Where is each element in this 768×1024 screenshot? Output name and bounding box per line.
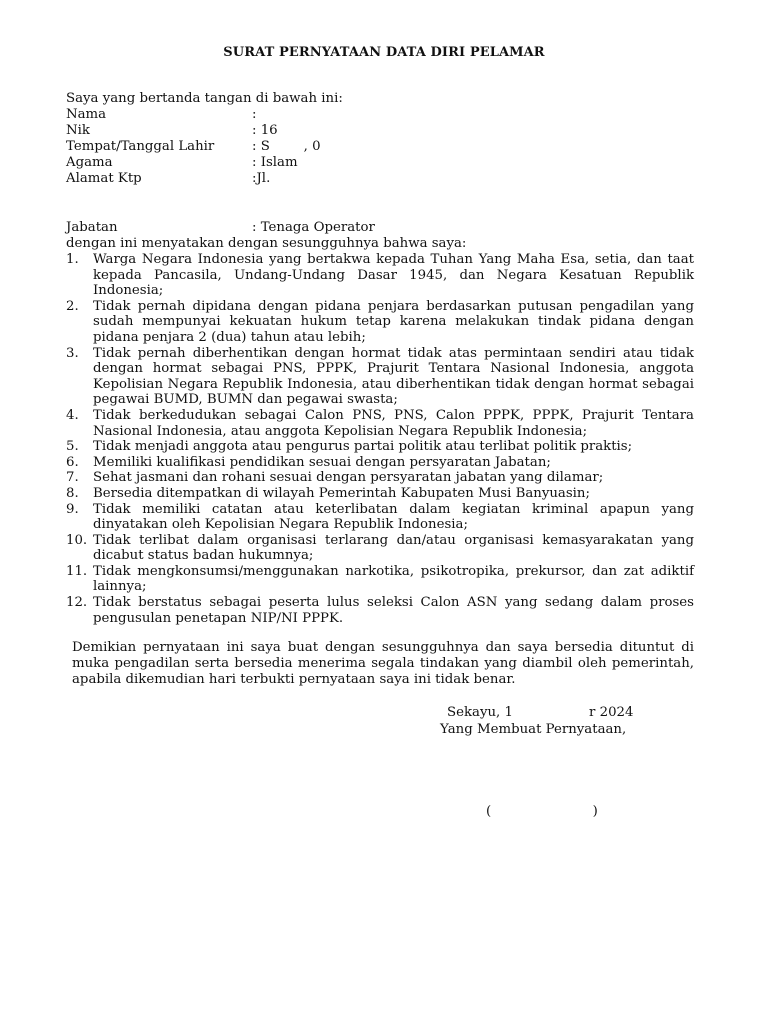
field-value: : — [252, 107, 257, 122]
list-item — [66, 252, 694, 299]
field-row-alamat — [66, 171, 321, 187]
field-value: : Islam — [252, 155, 298, 170]
item-number: 12. — [66, 595, 88, 611]
field-row-nik — [66, 123, 321, 139]
item-number: 4. — [66, 407, 79, 423]
item-text: Tidak berkedudukan sebagai Calon PNS, PNS, Calon PPPK, PPPK, Prajurit Tentara Nasional Indonesia, atau anggota Kepolisian Negara Republik Indonesia; — [93, 407, 694, 439]
list-item — [66, 470, 694, 486]
item-number: 5. — [66, 439, 79, 455]
item-text: Memiliki kualifikasi pendidikan sesuai dengan persyaratan Jabatan; — [93, 454, 551, 470]
field-value: : S , 0 — [252, 139, 321, 154]
list-item — [66, 595, 694, 626]
item-text: Bersedia ditempatkan di wilayah Pemerintah Kabupaten Musi Banyuasin; — [93, 485, 590, 501]
item-text: Tidak pernah dipidana dengan pidana penjara berdasarkan putusan pengadilan yang sudah mempunyai kekuatan hukum tetap karena melakukan tindak pidana dengan pidana penjara 2 (dua) tahun atau lebih; — [93, 298, 694, 345]
item-text: Tidak mengkonsumsi/menggunakan narkotika, psikotropika, prekursor, dan zat adiktif lainnya; — [93, 563, 694, 595]
intro-text: Saya yang bertanda tangan di bawah ini: — [66, 91, 343, 106]
list-item — [66, 346, 694, 408]
item-text: Tidak menjadi anggota atau pengurus partai politik atau terlibat politik praktis; — [93, 439, 633, 455]
list-item — [66, 439, 694, 455]
field-row-jabatan — [66, 220, 375, 236]
field-label: Alamat Ktp — [66, 171, 142, 186]
item-number: 11. — [66, 563, 88, 579]
field-row-ttl — [66, 139, 321, 155]
field-label: Nik — [66, 123, 90, 138]
field-value: : 16 — [252, 123, 278, 138]
field-label: Agama — [66, 155, 113, 170]
maker-label: Yang Membuat Pernyataan, — [440, 722, 627, 737]
item-text: Sehat jasmani dan rohani sesuai dengan persyaratan jabatan yang dilamar; — [93, 470, 604, 486]
place-date: Sekayu, 1 r 2024 — [447, 705, 634, 720]
statement-text: dengan ini menyatakan dengan sesungguhnya bahwa saya: — [66, 236, 467, 251]
field-row-nama — [66, 107, 321, 123]
list-item — [66, 408, 694, 439]
item-text: Tidak terlibat dalam organisasi terlarang dan/atau organisasi kemasyarakatan yang dicabut status badan hukumnya; — [93, 532, 694, 564]
list-item — [66, 533, 694, 564]
item-text: Tidak memiliki catatan atau keterlibatan dalam kegiatan kriminal apapun yang dinyatakan oleh Kepolisian Negara Republik Indonesia; — [93, 501, 694, 533]
field-label: Nama — [66, 107, 107, 122]
list-item — [66, 299, 694, 346]
field-value: : Tenaga Operator — [252, 220, 375, 235]
document-title: SURAT PERNYATAAN DATA DIRI PELAMAR — [223, 45, 545, 60]
list-item — [66, 455, 694, 471]
field-row-agama — [66, 155, 321, 171]
closing-paragraph: Demikian pernyataan ini saya buat dengan sesungguhnya dan saya bersedia dituntut di muka pengadilan serta bersedia menerima segala tindakan yang diambil oleh pemerintah, apabila dikemudian hari terbukti pernyataan saya ini tidak benar. — [72, 640, 694, 688]
field-label: Tempat/Tanggal Lahir — [66, 139, 215, 154]
item-text: Tidak pernah diberhentikan dengan hormat tidak atas permintaan sendiri atau tidak dengan hormat sebagai PNS, PPPK, Prajurit Tentara Nasional Indonesia, anggota Kepolisian Negara Republik Indonesia, atau diberhentikan tidak dengan hormat sebagai pegawai BUMD, BUMN dan pegawai swasta; — [93, 345, 694, 408]
item-text: Warga Negara Indonesia yang bertakwa kepada Tuhan Yang Maha Esa, setia, dan taat kepada Pancasila, Undang-Undang Dasar 1945, dan Negara Kesatuan Republik Indonesia; — [93, 252, 694, 299]
item-number: 7. — [66, 470, 79, 486]
statement-list — [66, 252, 694, 626]
item-number: 2. — [66, 298, 79, 314]
item-text: Tidak berstatus sebagai peserta lulus seleksi Calon ASN yang sedang dalam proses pengusulan penetapan NIP/NI PPPK. — [93, 595, 694, 626]
list-item — [66, 502, 694, 533]
item-number: 9. — [66, 501, 79, 517]
item-number: 1. — [66, 252, 79, 267]
identity-fields — [66, 107, 321, 187]
field-label: Jabatan — [66, 220, 118, 235]
item-number: 10. — [66, 532, 88, 548]
item-number: 6. — [66, 454, 79, 470]
signature-line: ( ) — [486, 804, 598, 819]
field-value: :Jl. — [252, 171, 271, 186]
list-item — [66, 564, 694, 595]
list-item — [66, 486, 694, 502]
item-number: 8. — [66, 485, 79, 501]
item-number: 3. — [66, 345, 79, 361]
